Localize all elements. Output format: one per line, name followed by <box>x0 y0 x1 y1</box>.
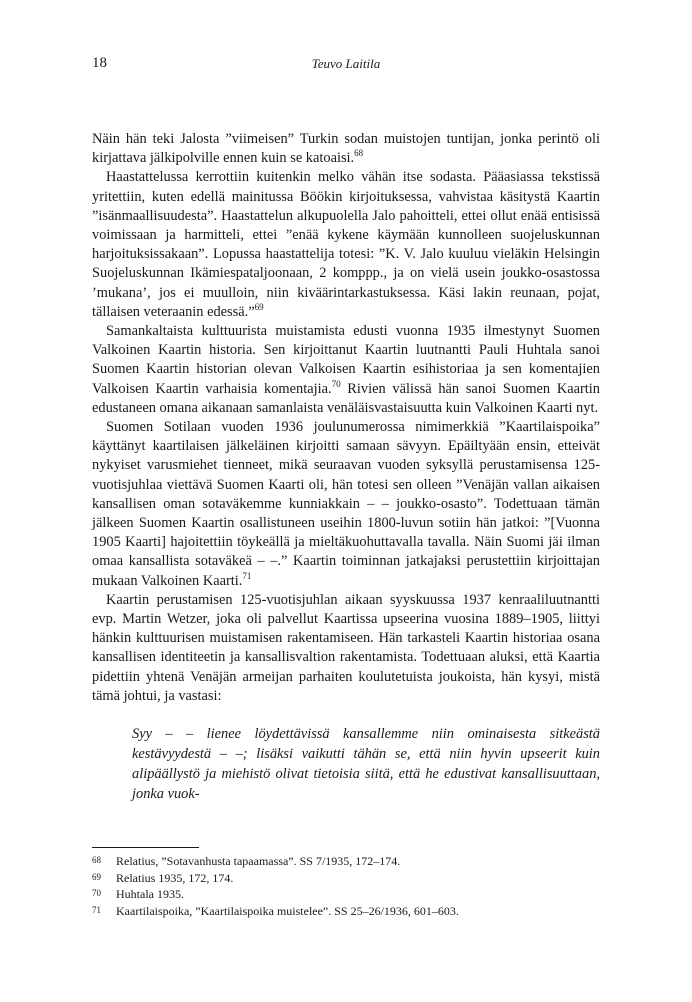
footnote <box>92 903 600 920</box>
footnote <box>92 853 600 870</box>
paragraph-text: Kaartin perustamisen 125-vuotisjuhlan aikaan syyskuussa 1937 kenraaliluutnantti evp. Martin Wetzer, joka oli palvellut Kaartissa upseerina vuosina 1889–1905, liittyi hänkin kulttuurisen muistamisen rakentamiseen. Hän tarkasteli Kaartin historiaa osana kansallisen identiteetin ja kansallisvaltion rakentamista. Todettuaan aluksi, että Kaartia pidettiin yhtenä Venäjän armeijan parhaiten koulutetuista joukoista, hän kysyi, mistä tämä johtui, ja vastasi: <box>92 591 600 704</box>
running-head: Teuvo Laitila <box>311 56 381 71</box>
paragraph <box>92 168 600 322</box>
footnote-rule <box>92 847 199 848</box>
block-quote <box>132 724 600 804</box>
body-text <box>92 130 600 804</box>
footnote-text: Relatius 1935, 172, 174. <box>116 870 234 885</box>
footnote-number: 68 <box>92 855 101 865</box>
footnote-ref: 68 <box>354 148 364 159</box>
paragraph-text: Näin hän teki Jalosta ”viimeisen” Turkin sodan muistojen tuntijan, jonka perintö oli kirjattava jälkipolville ennen kuin se katoaisi. <box>92 131 600 167</box>
footnote-number: 71 <box>92 904 101 915</box>
footnote-number: 69 <box>92 871 101 882</box>
footnote-text: Huhtala 1935. <box>116 887 184 901</box>
paragraph-text: Samankaltaista kulttuurista muistamista edusti vuonna 1935 ilmestynyt Suomen Valkoinen Kaartin historia. Sen kirjoittanut Kaartin luutnantti Pauli Huhtala sanoi Suomen Kaartin historian olevan Valkoisen Kaartin esihistoriaa ja sen komentajien Valkoisen Kaartin varhaisia komentajia. <box>92 323 600 397</box>
paragraph-text-tail: Rivien välissä hän sanoi Suomen Kaartin edustaneen omana aikanaan samanlaista venäläisvastaisuutta kuin Valkoinen Kaarti nyt. <box>92 380 600 416</box>
footnote <box>92 870 600 887</box>
paragraph-text: Haastattelussa kerrottiin kuitenkin melko vähän itse sodasta. Pääasiassa tekstissä yritettiin, kuten edellä mainitussa Böökin kirjoituksessa, vahvistaa käsitystä Kaartin ”isänmaallisuudesta”. Haastattelun alkupuolella Jalo pahoitteli, ettei ollut enää entisissä voimissaan ja harmitteli, ettei ”enää kykene käymään kunnolleen suojeluskunnan harjoituksissakaan”. Lopussa haastattelija totesi: ”K. V. Jalo kuuluu vieläkin Helsingin Suojeluskunnan Ikämiespataljoonaan, 2 komppp., ja on vielä usein joukko-osastossa ’mukana’, jos ei muulloin, niin kiväärintarkastuksessa. Käsi lakin reunaan, pojat, tällaisen veteraanin edessä.” <box>92 169 600 320</box>
footnote-text: Kaartilaispoika, ”Kaartilaispoika muistelee”. SS 25–26/1936, 601–603. <box>116 903 459 918</box>
footnote-ref: 70 <box>331 378 341 389</box>
footnote-number: 70 <box>92 888 101 898</box>
paragraph <box>92 418 600 591</box>
quote-text: Syy – – lienee löydettävissä kansallemme niin ominaisesta sitkeästä kestävyydestä – –; lisäksi vaikutti tähän se, että niin hyvin upseerit kuin alipäällystö ja miehistö olivat tietoisia siitä, että he edustivat kansallisuuttaan, jonka vuok- <box>132 726 600 803</box>
paragraph <box>92 591 600 706</box>
page-number: 18 <box>92 55 107 71</box>
footnote-text: Relatius, ”Sotavanhusta tapaamassa”. SS 7/1935, 172–174. <box>116 854 401 868</box>
footnote-ref: 71 <box>242 570 252 581</box>
paragraph <box>92 130 600 168</box>
paragraph <box>92 322 600 418</box>
footnotes <box>92 853 600 919</box>
footnote <box>92 886 600 903</box>
paragraph-text: Suomen Sotilaan vuoden 1936 joulunumerossa nimimerkkiä ”Kaartilaispoika” käyttänyt kaartilaisen jälkeläinen kirjoitti samaan sävyyn. Epäiltyään ensin, etteivät nykyiset varusmiehet tienneet, mikä seuraavan vuoden syksyllä perustamisensa 125-vuotisjuhlaa viettävä Suomen Kaarti oli, hän totesi sen olleen ”Venäjän vallan aikaisen kansallisen oman sotaväkemme kunniakkain – – joukko-osasto”. Todettuaan tämän jälkeen Suomen Kaartin osallistuneen useihin 1800-luvun sotiin hän jatkoi: ”[Vuonna 1905 Kaarti] hajoitettiin töykeällä ja mieltäkuohuttavalla tavalla. Näin Suomi jäi ilman omaa kansallista sotaväkeä – –.” Kaartin toiminnan jatkajaksi perustettiin kirjoittajan mukaan Valkoinen Kaarti. <box>92 419 600 589</box>
footnote-ref: 69 <box>254 302 264 313</box>
